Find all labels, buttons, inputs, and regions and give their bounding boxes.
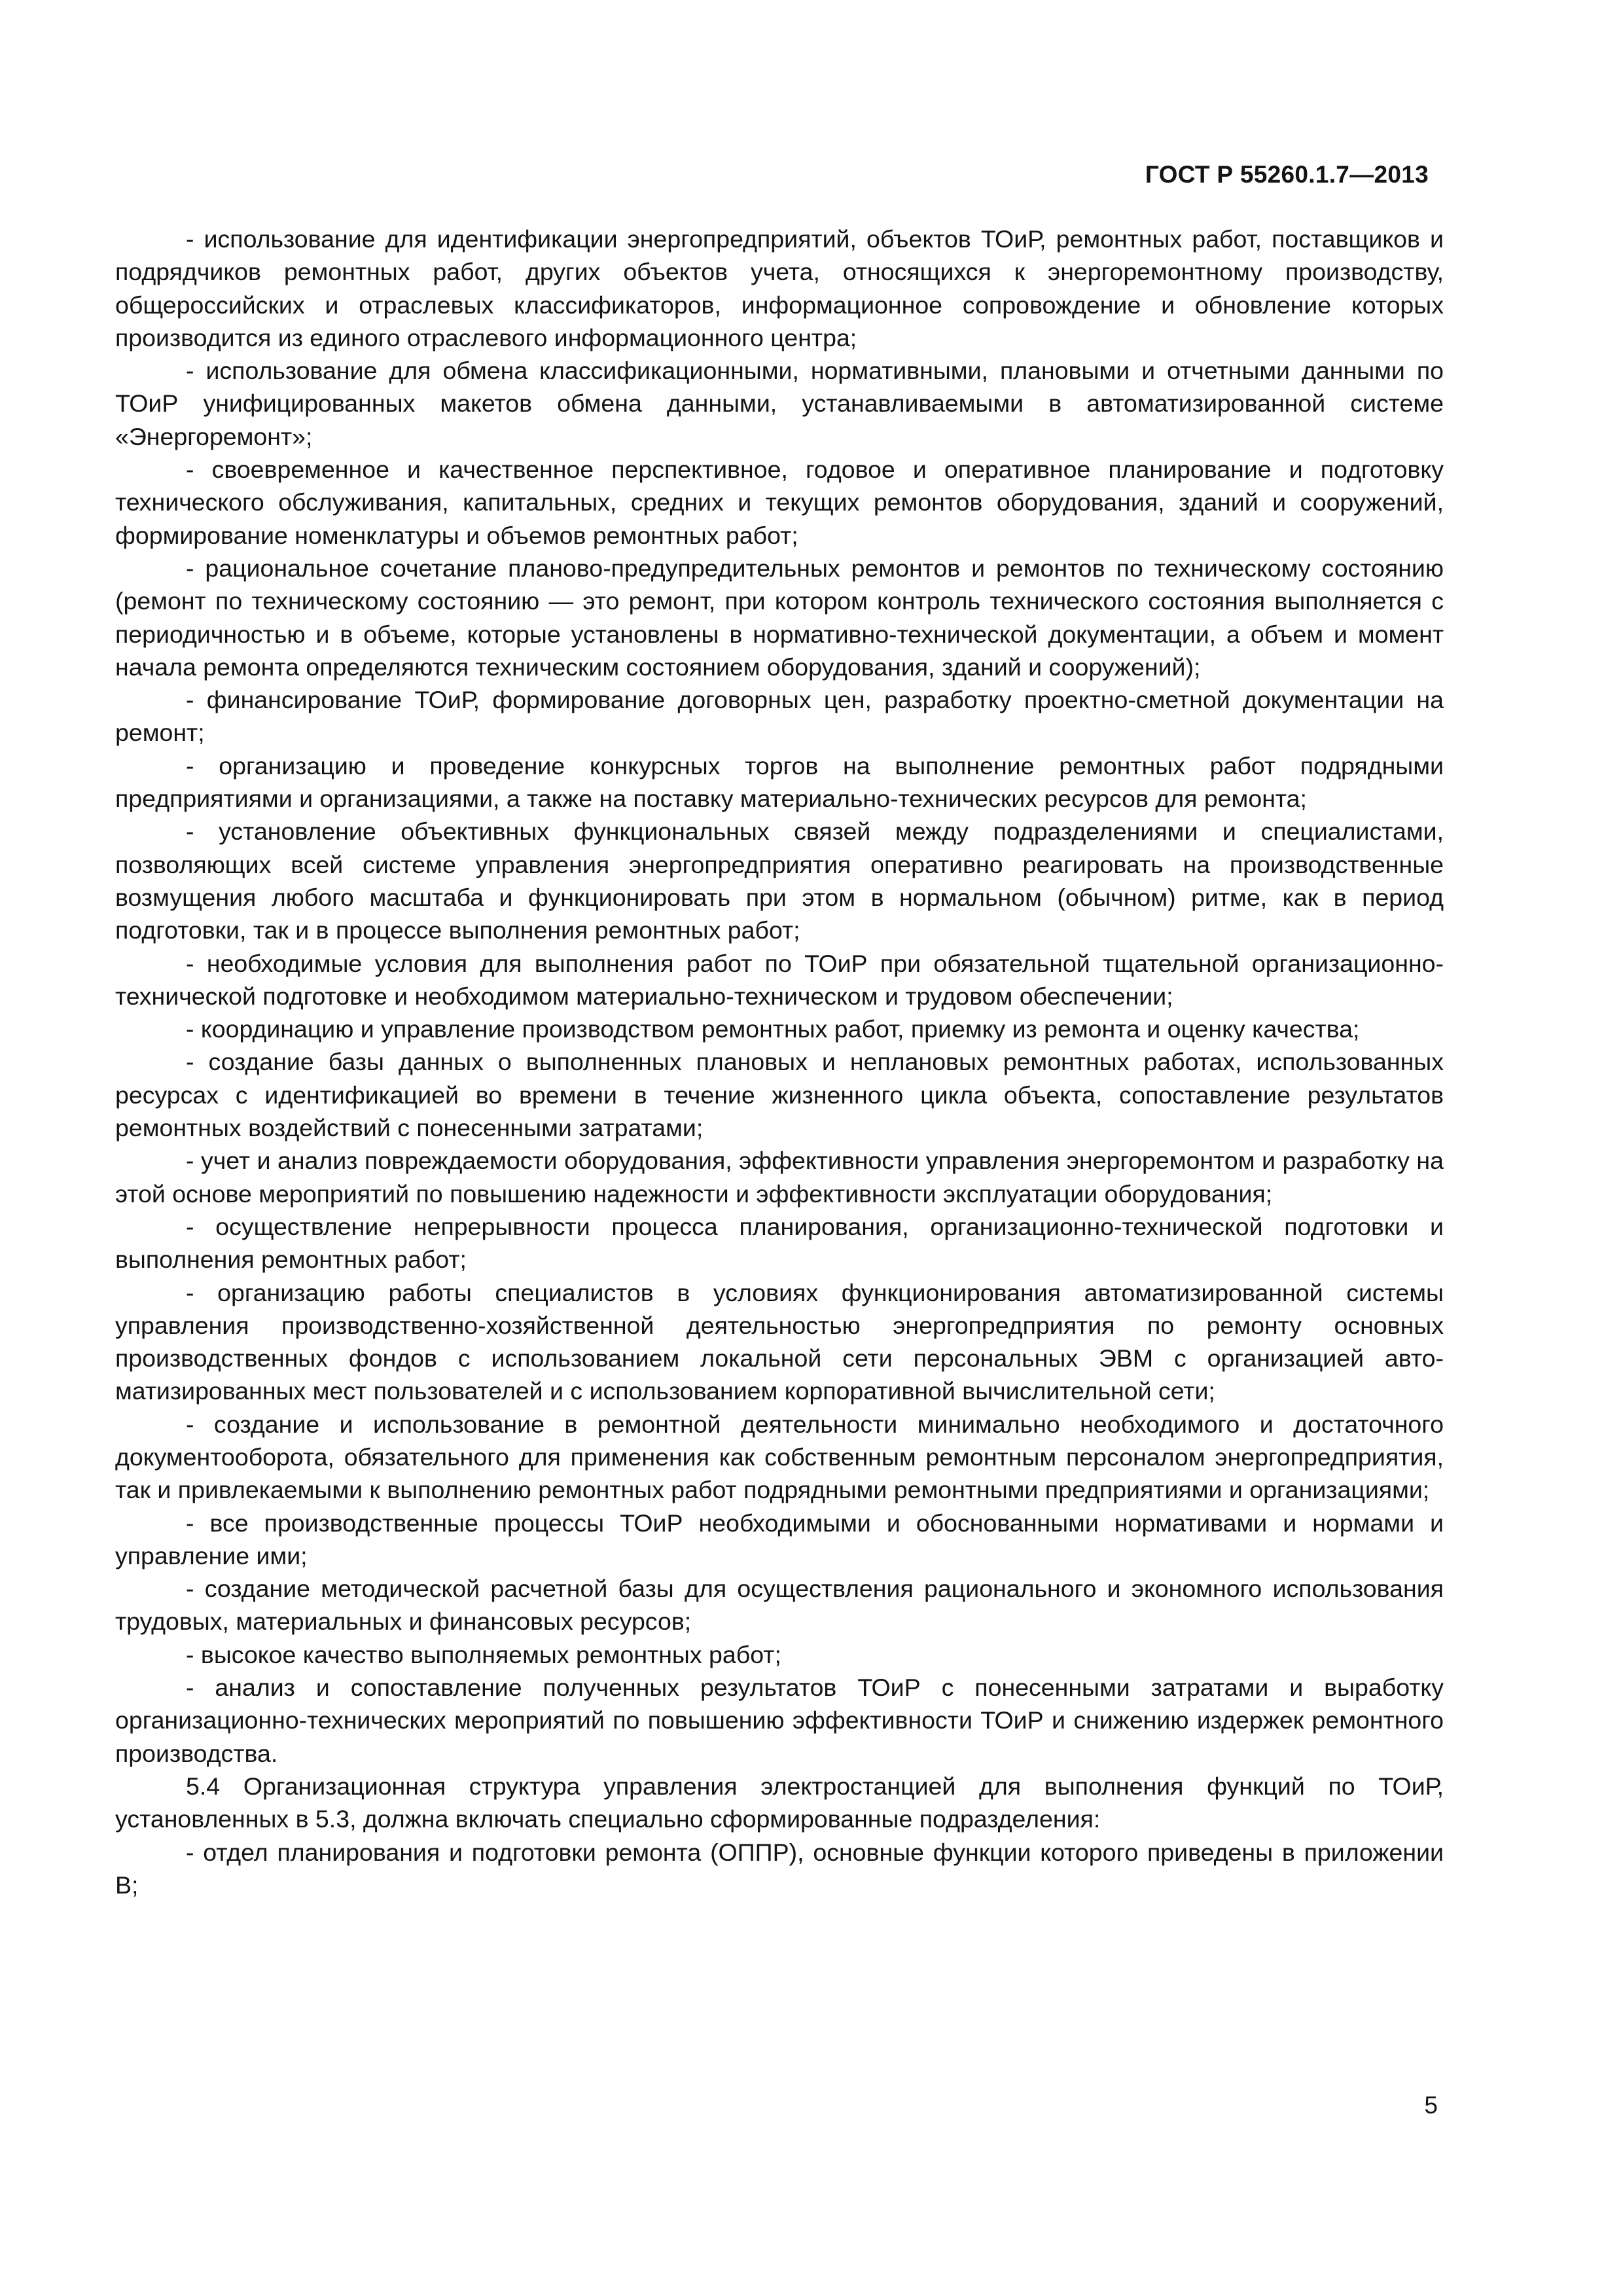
- document-body: [115, 223, 1444, 1901]
- list-item: - анализ и сопоставление полученных результатов ТОиР с понесенными затратами и выработку организационно-технических мероприятий по повышению эффективности ТОиР и снижению издержек ремонтного производства.: [115, 1674, 1444, 1767]
- list-item: - координацию и управление производством ремонтных работ, приемку из ремонта и оценку качества;: [186, 1015, 1360, 1043]
- list-item: - высокое качество выполняемых ремонтных работ;: [186, 1640, 781, 1668]
- list-item: - создание методической расчетной базы для осуществления рационального и экономного использования трудовых, материальных и финансовых ресурсов;: [115, 1575, 1444, 1636]
- page-number: 5: [1424, 2092, 1438, 2119]
- list-item: - осуществление непрерывности процесса планирования, организационно-технической подготовки и выполнения ремонтных работ;: [115, 1212, 1444, 1274]
- list-item: - создание и использование в ремонтной деятельности минимально необходимого и достаточного документооборота, обязательного для применения как собственным ремонтным персоналом энергопредприятия, так и привлекаемыми к выполнению ремонтных работ подрядными ремонтными предприятиями и организациями;: [115, 1410, 1444, 1504]
- list-item: - использование для идентификации энергопредприятий, объектов ТОиР, ремонтных работ, поставщиков и подрядчиков ремонтных работ, других объектов учета, относящихся к энергоремонтному производству, общероссийских и отраслевых классификаторов, информационное сопровождение и обновление которых производится из единого отраслевого информационного центра;: [115, 225, 1444, 351]
- list-item: - рациональное сочетание планово-предупредительных ремонтов и ремонтов по техническому состоянию (ремонт по техническому состоянию — это ремонт, при котором контроль технического состояния выполняется с периодичностью и в объеме, которые установлены в нормативно-технической документации, а объем и момент начала ремонта определяются техническим состоянием оборудования, зданий и сооружений);: [115, 554, 1444, 681]
- list-item: - организацию и проведение конкурсных торгов на выполнение ремонтных работ подрядными предприятиями и организациями, а также на поставку материально-технических ресурсов для ремонта;: [115, 751, 1444, 813]
- list-item: - своевременное и качественное перспективное, годовое и оперативное планирование и подготовку технического обслуживания, капитальных, средних и текущих ремонтов оборудования, зданий и сооружений, формирование номенклатуры и объемов ремонтных работ;: [115, 456, 1444, 549]
- list-item: - отдел планирования и подготовки ремонта (ОППР), основные функции которого приведены в приложении В;: [115, 1838, 1444, 1899]
- list-item: - все производственные процессы ТОиР необходимыми и обоснованными нормативами и нормами и управление ими;: [115, 1509, 1444, 1570]
- section-paragraph: 5.4 Организационная структура управления электростанцией для выполнения функций по ТОиР, установленных в 5.3, должна включать специально сформированные подразделения:: [115, 1772, 1444, 1833]
- list-item: - организацию работы специалистов в условиях функционирования автоматизированной системы управления производственно-хозяйственной деятельностью энергопредприятия по ремонту основных производственных фондов с использованием локальной сети персональных ЭВМ с организацией автоматизированных мест пользователей и с использованием корпоративной вычислительной сети;: [115, 1278, 1444, 1405]
- list-item: - учет и анализ повреждаемости оборудования, эффективности управления энергоремонтом и разработку на этой основе мероприятий по повышению надежности и эффективности эксплуатации оборудования;: [115, 1147, 1444, 1208]
- list-item: - использование для обмена классификационными, нормативными, плановыми и отчетными данными по ТОиР унифицированных макетов обмена данными, устанавливаемыми в автоматизированной системе «Энергоремонт»;: [115, 357, 1444, 450]
- list-item: - необходимые условия для выполнения работ по ТОиР при обязательной тщательной организационно-технической подготовке и необходимом материально-техническом и трудовом обеспечении;: [115, 949, 1444, 1010]
- list-item: - установление объективных функциональных связей между подразделениями и специалистами, позволяющих всей системе управления энергопредприятия оперативно реагировать на производственные возмущения любого масштаба и функционировать при этом в нормальном (обычном) ритме, как в период подготовки, так и в процессе выполнения ремонтных работ;: [115, 817, 1444, 944]
- list-item: - финансирование ТОиР, формирование договорных цен, разработку проектно-сметной документации на ремонт;: [115, 686, 1444, 747]
- list-item: - создание базы данных о выполненных плановых и неплановых ремонтных работах, использованных ресурсах с идентификацией во времени в течение жизненного цикла объекта, сопоставление результатов ремонтных воздействий с понесенными затратами;: [115, 1048, 1444, 1142]
- document-header-standard-code: ГОСТ Р 55260.1.7—2013: [1145, 161, 1429, 188]
